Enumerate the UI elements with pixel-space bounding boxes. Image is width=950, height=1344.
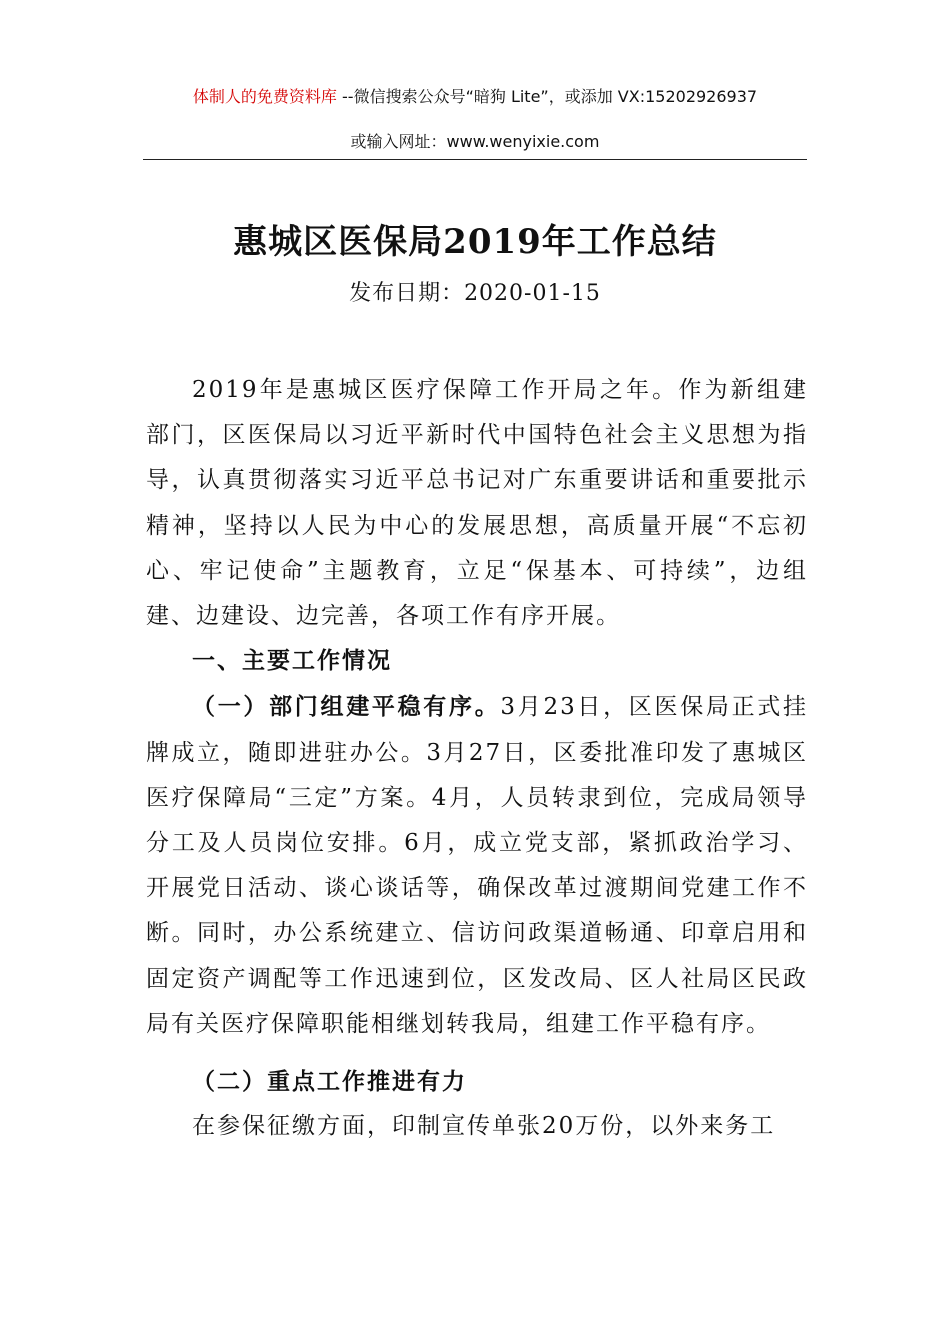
header-red-text: 体制人的免费资料库 [192, 87, 337, 106]
intro-paragraph: 2019年是惠城区医疗保障工作开局之年。作为新组建部门，区医保局以习近平新时代中国特色社会主义思想为指导，认真贯彻落实习近平总书记对广东重要讲话和重要批示精神，坚持以人民为中心的发展思想，高质量开展“不忘初心、牢记使命”主题教育，立足“保基本、可持续”，边组建、边建设、边完善，各项工作有序开展。 [146, 377, 808, 630]
subsection-2-title: （二）重点工作推进有力 [192, 1068, 467, 1096]
document-body [146, 368, 808, 1149]
header-website: 或输入网址：www.wenyixie.com [350, 132, 600, 151]
subsection-1-title: （一）部门组建平稳有序。 [192, 693, 501, 721]
subsection-1-paragraph [146, 684, 808, 1047]
header-divider [143, 159, 807, 160]
subsection-2-paragraph: 在参保征缴方面，印制宣传单张20万份，以外来务工 [192, 1113, 776, 1140]
section-heading-1: 一、主要工作情况 [192, 648, 392, 675]
document-title: 惠城区医保局2019年工作总结 [233, 222, 717, 262]
subsection-1-text: 3月23日，区医保局正式挂牌成立，随即进驻办公。3月27日，区委批准印发了惠城区医疗保障局“三定”方案。4月，人员转隶到位，完成局领导分工及人员岗位安排。6月，成立党支部，紧抓政治学习、开展党日活动、谈心谈话等，确保改革过渡期间党建工作不断。同时，办公系统建立、信访问政渠道畅通、印章启用和固定资产调配等工作迅速到位，区发改局、区人社局区民政局有关医疗保障职能相继划转我局，组建工作平稳有序。 [146, 694, 809, 1037]
header-contact-text: --微信搜索公众号“暗狗 Lite”，或添加 VX:15202926937 [336, 87, 758, 106]
watermark-header [143, 84, 807, 110]
publish-date: 发布日期：2020-01-15 [349, 281, 601, 306]
